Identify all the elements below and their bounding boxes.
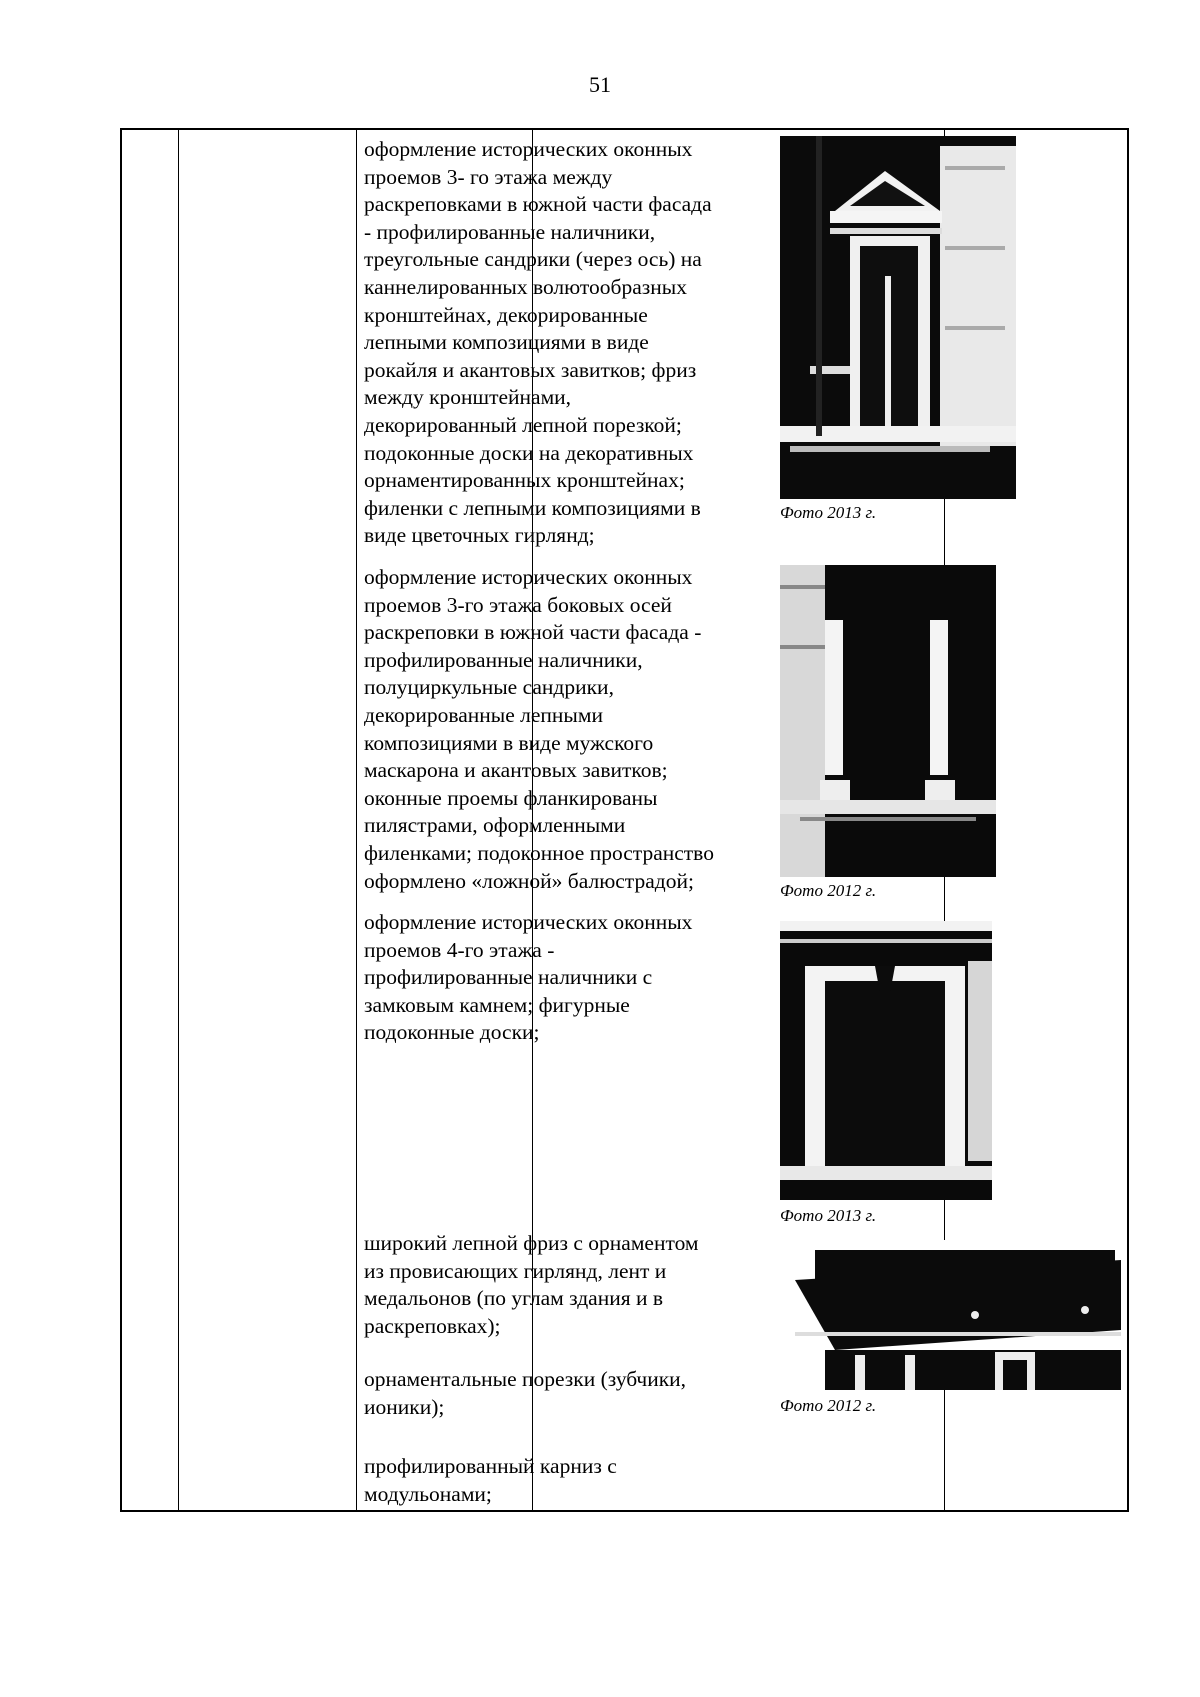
frieze-photo bbox=[795, 1240, 1121, 1390]
element-description: широкий лепной фриз с орнаментом из провисающих гирлянд, лент и медальонов (по углам здания и в раскреповках); bbox=[364, 1231, 699, 1338]
column-divider bbox=[356, 130, 357, 1510]
element-description: оформление исторических оконных проемов 3- го этажа между раскреповками в южной части фасада - профилированные наличники, треугольные сандрики (через ось) на каннелированных волютообразных кронштейнах, декорированные лепными композициями в виде рокайля и акантовых завитков; фриз между кронштейнами, декорированный лепной порезкой; подоконные доски на декоративных орнаментированных кронштейнах; филенки с лепными композициями в виде цветочных гирлянд; bbox=[364, 137, 712, 548]
element-description: орнаментальные порезки (зубчики, ионики); bbox=[364, 1367, 687, 1419]
window-keystone-photo bbox=[780, 921, 992, 1200]
photo-caption: Фото 2012 г. bbox=[780, 1396, 877, 1415]
page-number: 51 bbox=[589, 72, 611, 97]
photo-caption: Фото 2013 г. bbox=[780, 1206, 877, 1225]
photo-caption: Фото 2012 г. bbox=[780, 881, 877, 900]
window-pilasters-photo bbox=[780, 565, 996, 877]
element-description: оформление исторических оконных проемов 4-го этажа - профилированные наличники с замковым камнем; фигурные подоконные доски; bbox=[364, 910, 693, 1045]
window-pediment-photo bbox=[780, 136, 1016, 499]
element-description: профилированный карниз с модульонами; bbox=[364, 1454, 617, 1506]
element-description: оформление исторических оконных проемов 3-го этажа боковых осей раскреповки в южной части фасада - профилированные наличники, полуциркульные сандрики, декорированные лепными композициями в виде мужского маскарона и акантовых завитков; оконные проемы фланкированы пилястрами, оформленными филенками; подоконное пространство оформлено «ложной» балюстрадой; bbox=[364, 565, 714, 893]
photo-caption: Фото 2013 г. bbox=[780, 503, 877, 522]
column-divider bbox=[178, 130, 179, 1510]
